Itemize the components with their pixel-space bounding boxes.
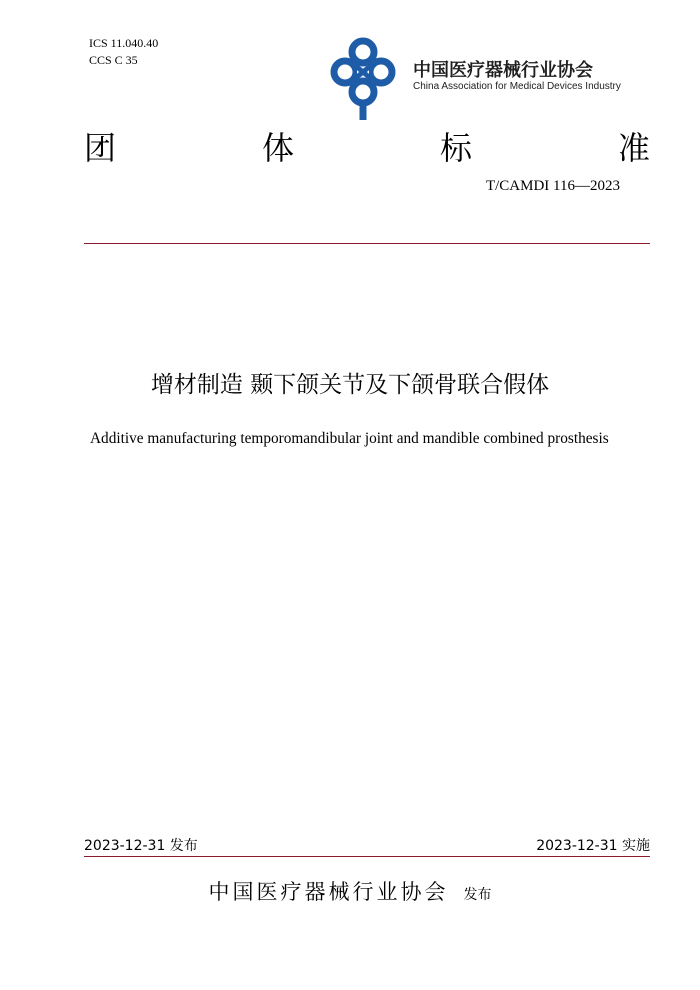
document-title-cn: 增材制造 颞下颌关节及下颌骨联合假体 xyxy=(150,372,550,398)
standard-type-char: 标 xyxy=(439,129,472,167)
publisher-line xyxy=(0,876,700,906)
classification-codes xyxy=(89,35,158,69)
standard-type-char: 准 xyxy=(617,129,650,167)
standard-type-char: 体 xyxy=(261,129,294,167)
publisher-name: 中国医疗器械行业协会 xyxy=(208,880,449,904)
document-title-en: Additive manufacturing temporomandibular joint and mandible combined prosthesis xyxy=(90,430,609,447)
ics-code: ICS 11.040.40 xyxy=(89,36,159,50)
publisher-suffix: 发布 xyxy=(463,887,492,903)
standard-type-char: 团 xyxy=(84,129,117,167)
implementation-date: 2023-12-31 实施 xyxy=(536,838,650,854)
knot-rings-logo-icon xyxy=(330,34,410,120)
standard-number: T/CAMDI 116—2023 xyxy=(485,178,620,194)
bottom-divider xyxy=(84,856,650,857)
organization-name-cn: 中国医疗器械行业协会 xyxy=(413,60,593,81)
standard-type xyxy=(84,128,650,168)
ccs-code: CCS C 35 xyxy=(89,53,138,67)
organization-name-en: China Association for Medical Devices Industry xyxy=(413,81,621,92)
top-divider xyxy=(84,243,650,244)
issue-date: 2023-12-31 发布 xyxy=(84,838,198,854)
